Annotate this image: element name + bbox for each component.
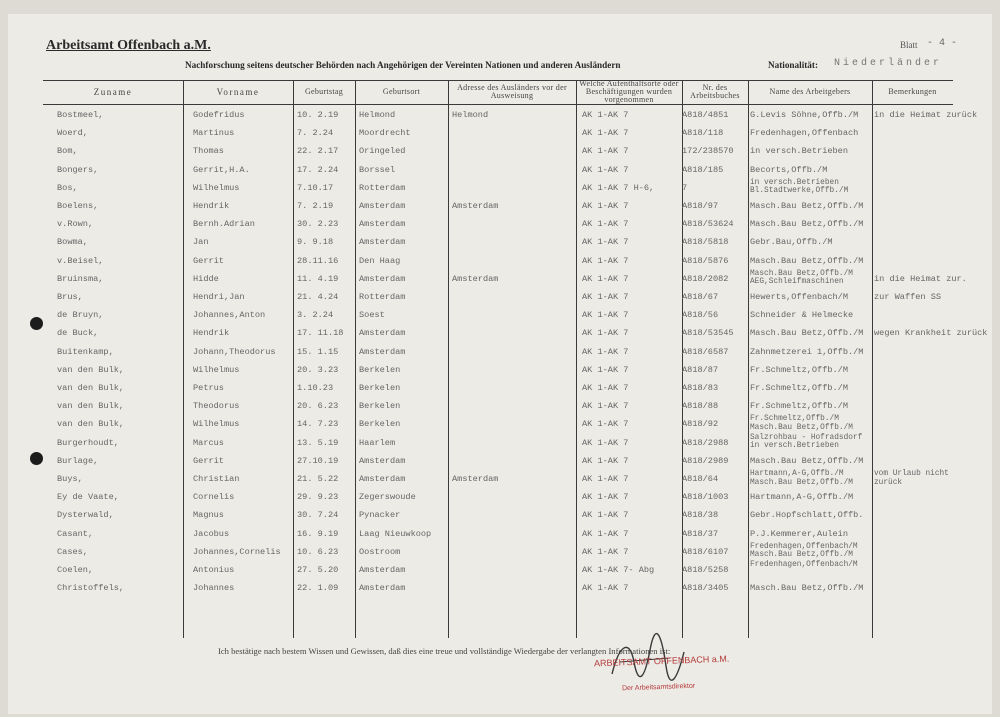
cell-birthplace: Amsterdam bbox=[359, 565, 406, 575]
cell-remarks: in die Heimat zurück bbox=[874, 110, 978, 120]
cell-birthdate: 17. 11.18 bbox=[297, 328, 344, 339]
cell-remarks bbox=[874, 545, 954, 559]
cell-birthplace: Amsterdam bbox=[359, 219, 406, 230]
cell-address bbox=[452, 417, 576, 431]
cell-birthdate: 3. 2.24 bbox=[297, 310, 334, 321]
cell-address bbox=[452, 254, 576, 268]
cell-bookno: A818/6587 bbox=[682, 346, 729, 357]
cell-employer: Zahnmetzerei 1,Offb./M bbox=[750, 346, 864, 357]
cell-address bbox=[452, 381, 576, 395]
cell-birthplace: Berkelen bbox=[359, 419, 401, 430]
cell-bookno: A818/2082 bbox=[682, 273, 729, 284]
cell-employer: Fr.Schmeltz,Offb./M bbox=[750, 383, 848, 393]
cell-firstname: Magnus bbox=[193, 510, 224, 521]
cell-stays: AK 1-AK 7 bbox=[582, 328, 629, 339]
office-stamp-director: Der Arbeitsamtsdirektor bbox=[621, 682, 696, 693]
column-divider bbox=[576, 80, 577, 638]
cell-firstname: Theodorus bbox=[193, 401, 240, 412]
cell-employer: Masch.Bau Betz,Offb./M AEG,Schleifmaschinen bbox=[750, 269, 853, 287]
office-title: Arbeitsamt Offenbach a.M. bbox=[46, 38, 211, 53]
cell-remarks bbox=[874, 454, 954, 468]
cell-stays: AK 1-AK 7 bbox=[582, 583, 629, 594]
cell-stays: AK 1-AK 7 bbox=[582, 455, 629, 466]
cell-stays: AK 1-AK 7 bbox=[582, 546, 629, 557]
cell-address bbox=[452, 126, 576, 140]
cell-birthplace: Amsterdam bbox=[359, 328, 406, 339]
cell-birthdate: 27. 5.20 bbox=[297, 565, 339, 575]
cell-firstname: Antonius bbox=[193, 565, 235, 575]
cell-birthplace: Den Haag bbox=[359, 255, 401, 266]
cell-employer: P.J.Kemmerer,Aulein bbox=[750, 528, 848, 539]
cell-birthplace: Rotterdam bbox=[359, 182, 406, 193]
cell-surname: Bruinsma, bbox=[57, 273, 104, 284]
cell-birthplace: Haarlem bbox=[359, 437, 396, 448]
cell-bookno: A818/6107 bbox=[682, 546, 729, 557]
cell-firstname: Jan bbox=[193, 237, 209, 248]
cell-remarks bbox=[874, 163, 954, 177]
cell-address bbox=[452, 144, 576, 158]
cell-bookno: A818/37 bbox=[682, 528, 719, 539]
cell-surname: de Buck, bbox=[57, 328, 99, 339]
cell-birthdate: 29. 9.23 bbox=[297, 492, 339, 503]
cell-bookno: 7 bbox=[682, 182, 688, 193]
cell-firstname: Hendri,Jan bbox=[193, 292, 245, 302]
cell-remarks bbox=[874, 508, 954, 522]
cell-remarks: zur Waffen SS bbox=[874, 292, 942, 302]
cell-birthdate: 20. 3.23 bbox=[297, 364, 339, 375]
cell-bookno: A818/64 bbox=[682, 474, 719, 484]
nationality-value: Niederländer bbox=[834, 58, 943, 69]
cell-stays: AK 1-AK 7 bbox=[582, 528, 629, 539]
cell-firstname: Petrus bbox=[193, 383, 224, 393]
cell-birthdate: 30. 7.24 bbox=[297, 510, 339, 521]
cell-address bbox=[452, 345, 576, 359]
cell-remarks bbox=[874, 490, 954, 504]
cell-address bbox=[452, 490, 576, 504]
cell-address bbox=[452, 436, 576, 450]
cell-remarks bbox=[874, 563, 954, 577]
column-divider bbox=[748, 80, 749, 638]
cell-firstname: Wilhelmus bbox=[193, 364, 240, 375]
cell-birthplace: Amsterdam bbox=[359, 201, 406, 211]
cell-birthdate: 1.10.23 bbox=[297, 383, 334, 393]
cell-surname: Casant, bbox=[57, 528, 94, 539]
header-divider bbox=[43, 104, 953, 105]
cell-employer: Schneider & Helmecke bbox=[750, 310, 854, 321]
cell-firstname: Cornelis bbox=[193, 492, 235, 503]
cell-remarks: in die Heimat zur. bbox=[874, 273, 967, 284]
cell-address bbox=[452, 581, 576, 595]
cell-employer: Becorts,Offb./M bbox=[750, 164, 828, 175]
cell-address bbox=[452, 235, 576, 249]
cell-address bbox=[452, 563, 576, 577]
cell-birthdate: 7. 2.24 bbox=[297, 128, 334, 139]
cell-bookno: A818/3405 bbox=[682, 583, 729, 594]
cell-stays: AK 1-AK 7 bbox=[582, 292, 629, 302]
column-header: Adresse des Ausländers vor der Ausweisung bbox=[457, 83, 567, 100]
form-subtitle: Nachforschung seitens deutscher Behörden nach Angehörigen der Vereinten Nationen und anderen Ausländern bbox=[185, 60, 621, 70]
cell-firstname: Johann,Theodorus bbox=[193, 346, 276, 357]
cell-birthdate: 30. 2.23 bbox=[297, 219, 339, 230]
cell-surname: Bongers, bbox=[57, 164, 99, 175]
cell-employer: Hartmann,A-G,Offb./M Masch.Bau Betz,Offb./M bbox=[750, 470, 853, 487]
cell-surname: van den Bulk, bbox=[57, 419, 125, 430]
cell-birthdate: 9. 9.18 bbox=[297, 237, 334, 248]
cell-birthplace: Amsterdam bbox=[359, 237, 406, 248]
cell-stays: AK 1-AK 7 bbox=[582, 364, 629, 375]
cell-remarks bbox=[874, 417, 954, 431]
cell-firstname: Hidde bbox=[193, 273, 219, 284]
cell-birthdate: 10. 6.23 bbox=[297, 546, 339, 557]
cell-surname: Ey de Vaate, bbox=[57, 492, 119, 503]
cell-bookno: A818/5258 bbox=[682, 565, 729, 575]
cell-employer: Masch.Bau Betz,Offb./M bbox=[750, 583, 864, 594]
cell-bookno: A818/38 bbox=[682, 510, 719, 521]
cell-employer: Fr.Schmeltz,Offb./M bbox=[750, 401, 848, 412]
cell-surname: Bom, bbox=[57, 146, 78, 157]
cell-bookno: A818/83 bbox=[682, 383, 719, 393]
cell-bookno: A818/56 bbox=[682, 310, 719, 321]
cell-stays: AK 1-AK 7 bbox=[582, 401, 629, 412]
column-divider bbox=[872, 80, 873, 638]
cell-address bbox=[452, 290, 576, 304]
cell-remarks bbox=[874, 308, 954, 322]
cell-address: Amsterdam bbox=[452, 201, 499, 211]
cell-birthdate: 11. 4.19 bbox=[297, 273, 339, 284]
cell-stays: AK 1-AK 7 bbox=[582, 128, 629, 139]
cell-firstname: Gerrit bbox=[193, 255, 224, 266]
cell-birthplace: Moordrecht bbox=[359, 128, 411, 139]
cell-birthplace: Berkelen bbox=[359, 383, 401, 393]
cell-bookno: A818/4851 bbox=[682, 110, 729, 120]
cell-employer: Fr.Schmeltz,Offb./M bbox=[750, 364, 848, 375]
cell-address bbox=[452, 527, 576, 541]
cell-firstname: Bernh.Adrian bbox=[193, 219, 255, 230]
cell-firstname: Johannes,Anton bbox=[193, 310, 266, 321]
cell-birthplace: Amsterdam bbox=[359, 346, 406, 357]
cell-surname: Bos, bbox=[57, 182, 78, 193]
cell-remarks bbox=[874, 254, 954, 268]
cell-remarks bbox=[874, 436, 954, 450]
cell-bookno: 172/238570 bbox=[682, 146, 734, 157]
cell-employer: Fredenhagen,Offenbach bbox=[750, 128, 859, 139]
cell-bookno: A818/2988 bbox=[682, 437, 729, 448]
cell-employer: Salzrohbau - Hofradsdorf in versch.Betrieben bbox=[750, 433, 863, 451]
cell-address bbox=[452, 363, 576, 377]
cell-surname: de Bruyn, bbox=[57, 310, 104, 321]
cell-surname: v.Beisel, bbox=[57, 255, 104, 266]
cell-remarks bbox=[874, 345, 954, 359]
cell-firstname: Godefridus bbox=[193, 110, 245, 120]
cell-stays: AK 1-AK 7 bbox=[582, 273, 629, 284]
cell-firstname: Johannes,Cornelis bbox=[193, 546, 281, 557]
column-header: Nr. des Arbeitsbuches bbox=[690, 83, 740, 100]
cell-birthdate: 22. 2.17 bbox=[297, 146, 339, 157]
cell-surname: Boelens, bbox=[57, 201, 99, 211]
cell-bookno: A818/5876 bbox=[682, 255, 729, 266]
cell-stays: AK 1-AK 7 bbox=[582, 146, 629, 157]
cell-birthplace: Berkelen bbox=[359, 364, 401, 375]
cell-birthplace: Laag Nieuwkoop bbox=[359, 528, 432, 539]
cell-remarks: vom Urlaub nicht zurück bbox=[874, 470, 949, 487]
cell-bookno: A818/92 bbox=[682, 419, 719, 430]
cell-address bbox=[452, 326, 576, 340]
cell-address bbox=[452, 181, 576, 195]
cell-birthplace: Amsterdam bbox=[359, 474, 406, 484]
cell-birthplace: Amsterdam bbox=[359, 455, 406, 466]
cell-firstname: Gerrit bbox=[193, 455, 224, 466]
cell-remarks bbox=[874, 363, 954, 377]
column-header: Vorname bbox=[216, 87, 260, 97]
cell-surname: Burlage, bbox=[57, 455, 99, 466]
cell-stays: AK 1-AK 7 bbox=[582, 492, 629, 503]
cell-stays: AK 1-AK 7 bbox=[582, 255, 629, 266]
cell-birthdate: 21. 4.24 bbox=[297, 292, 339, 302]
cell-birthplace: Amsterdam bbox=[359, 273, 406, 284]
cell-birthplace: Rotterdam bbox=[359, 292, 406, 302]
cell-stays: AK 1-AK 7 bbox=[582, 510, 629, 521]
cell-bookno: A818/87 bbox=[682, 364, 719, 375]
cell-stays: AK 1-AK 7 bbox=[582, 419, 629, 430]
cell-bookno: A818/118 bbox=[682, 128, 724, 139]
cell-birthdate: 13. 5.19 bbox=[297, 437, 339, 448]
cell-birthplace: Pynacker bbox=[359, 510, 401, 521]
cell-firstname: Hendrik bbox=[193, 201, 230, 211]
cell-firstname: Jacobus bbox=[193, 528, 230, 539]
cell-surname: van den Bulk, bbox=[57, 364, 125, 375]
cell-bookno: A818/2989 bbox=[682, 455, 729, 466]
cell-birthdate: 14. 7.23 bbox=[297, 419, 339, 430]
cell-birthplace: Oostroom bbox=[359, 546, 401, 557]
cell-stays: AK 1-AK 7 H-6, bbox=[582, 182, 655, 193]
cell-remarks bbox=[874, 199, 954, 213]
cell-surname: Brus, bbox=[57, 292, 83, 302]
cell-firstname: Thomas bbox=[193, 146, 224, 157]
column-header: Zuname bbox=[93, 87, 133, 97]
cell-remarks: wegen Krankheit zurück bbox=[874, 328, 988, 339]
cell-address bbox=[452, 454, 576, 468]
cell-address bbox=[452, 217, 576, 231]
cell-birthdate: 7.10.17 bbox=[297, 182, 334, 193]
cell-remarks bbox=[874, 527, 954, 541]
cell-remarks bbox=[874, 217, 954, 231]
cell-birthdate: 7. 2.19 bbox=[297, 201, 334, 211]
cell-birthplace: Amsterdam bbox=[359, 583, 406, 594]
cell-employer: Fredenhagen,Offenbach/M bbox=[750, 561, 858, 569]
cell-address bbox=[452, 508, 576, 522]
cell-birthdate: 21. 5.22 bbox=[297, 474, 339, 484]
sheet-number: - 4 - bbox=[927, 38, 958, 49]
cell-birthplace: Zegerswoude bbox=[359, 492, 416, 503]
cell-stays: AK 1-AK 7 bbox=[582, 474, 629, 484]
cell-stays: AK 1-AK 7- Abg bbox=[582, 565, 655, 575]
cell-surname: Bowma, bbox=[57, 237, 88, 248]
cell-employer: Hartmann,A-G,Offb./M bbox=[750, 492, 854, 503]
cell-address bbox=[452, 163, 576, 177]
cell-firstname: Hendrik bbox=[193, 328, 230, 339]
punch-hole bbox=[30, 452, 43, 465]
cell-stays: AK 1-AK 7 bbox=[582, 310, 629, 321]
cell-birthplace: Soest bbox=[359, 310, 385, 321]
cell-employer: in versch.Betrieben Bl.Stadtwerke,Offb./M bbox=[750, 178, 849, 196]
cell-birthdate: 10. 2.19 bbox=[297, 110, 339, 120]
cell-firstname: Martinus bbox=[193, 128, 235, 139]
cell-employer: Gebr.Hopfschlatt,Offb. bbox=[750, 510, 864, 521]
punch-hole bbox=[30, 317, 43, 330]
cell-stays: AK 1-AK 7 bbox=[582, 346, 629, 357]
cell-firstname: Christian bbox=[193, 474, 240, 484]
cell-birthdate: 27.10.19 bbox=[297, 455, 339, 466]
certification-text: Ich bestätige nach bestem Wissen und Gewissen, daß dies eine treue und vollständige Wiedergabe der verlangten Informationen ist: bbox=[218, 646, 671, 656]
column-header: Geburtsort bbox=[382, 87, 421, 96]
cell-employer: Gebr.Bau,Offb./M bbox=[750, 237, 833, 248]
cell-birthdate: 17. 2.24 bbox=[297, 164, 339, 175]
sheet-label: Blatt bbox=[900, 40, 918, 50]
cell-stays: AK 1-AK 7 bbox=[582, 237, 629, 248]
cell-surname: Coelen, bbox=[57, 565, 94, 575]
cell-address bbox=[452, 545, 576, 559]
column-header: Bemerkungen bbox=[888, 87, 937, 96]
cell-remarks bbox=[874, 399, 954, 413]
cell-employer: Masch.Bau Betz,Offb./M bbox=[750, 255, 864, 266]
cell-stays: AK 1-AK 7 bbox=[582, 383, 629, 393]
cell-birthplace: Oringeled bbox=[359, 146, 406, 157]
cell-stays: AK 1-AK 7 bbox=[582, 164, 629, 175]
cell-employer: Fr.Schmeltz,Offb./M Masch.Bau Betz,Offb./M bbox=[750, 415, 853, 432]
cell-stays: AK 1-AK 7 bbox=[582, 437, 629, 448]
cell-surname: Bostmeel, bbox=[57, 110, 104, 120]
cell-surname: Buys, bbox=[57, 474, 83, 484]
cell-birthplace: Borssel bbox=[359, 164, 396, 175]
cell-stays: AK 1-AK 7 bbox=[582, 201, 629, 211]
cell-bookno: A818/88 bbox=[682, 401, 719, 412]
cell-bookno: A818/67 bbox=[682, 292, 719, 302]
cell-bookno: A818/5818 bbox=[682, 237, 729, 248]
cell-remarks bbox=[874, 181, 954, 195]
cell-bookno: A818/53545 bbox=[682, 328, 734, 339]
cell-surname: Burgerhoudt, bbox=[57, 437, 119, 448]
cell-firstname: Marcus bbox=[193, 437, 224, 448]
cell-stays: AK 1-AK 7 bbox=[582, 219, 629, 230]
cell-birthdate: 28.11.16 bbox=[297, 255, 339, 266]
cell-firstname: Wilhelmus bbox=[193, 182, 240, 193]
cell-employer: Masch.Bau Betz,Offb./M bbox=[750, 201, 864, 211]
cell-address: Amsterdam bbox=[452, 273, 499, 284]
cell-address bbox=[452, 308, 576, 322]
cell-birthdate: 22. 1.09 bbox=[297, 583, 339, 594]
cell-remarks bbox=[874, 381, 954, 395]
column-header: Geburtstag bbox=[304, 87, 344, 96]
office-stamp: ARBEITSAMT OFFENBACH a.M. bbox=[593, 653, 730, 669]
cell-employer: G.Levis Söhne,Offb./M bbox=[750, 110, 859, 120]
cell-remarks bbox=[874, 581, 954, 595]
cell-birthplace: Helmond bbox=[359, 110, 396, 120]
cell-bookno: A818/185 bbox=[682, 164, 724, 175]
cell-address: Amsterdam bbox=[452, 474, 499, 484]
cell-stays: AK 1-AK 7 bbox=[582, 110, 629, 120]
cell-address bbox=[452, 399, 576, 413]
cell-employer: in versch.Betrieben bbox=[750, 146, 848, 157]
cell-employer: Masch.Bau Betz,Offb./M bbox=[750, 219, 864, 230]
column-header: Welche Aufenthaltsorte oder Beschäftigungen wurden vorgenommen bbox=[579, 79, 679, 104]
cell-address: Helmond bbox=[452, 110, 489, 120]
cell-surname: Cases, bbox=[57, 546, 88, 557]
cell-birthdate: 16. 9.19 bbox=[297, 528, 339, 539]
cell-bookno: A818/53624 bbox=[682, 219, 734, 230]
cell-surname: Dysterwald, bbox=[57, 510, 114, 521]
cell-remarks bbox=[874, 144, 954, 158]
cell-employer: Masch.Bau Betz,Offb./M bbox=[750, 328, 864, 339]
cell-employer: Fredenhagen,Offenbach/M Masch.Bau Betz,Offb./M bbox=[750, 542, 858, 560]
cell-remarks bbox=[874, 126, 954, 140]
cell-surname: Buitenkamp, bbox=[57, 346, 114, 357]
cell-birthdate: 20. 6.23 bbox=[297, 401, 339, 412]
cell-firstname: Wilhelmus bbox=[193, 419, 240, 430]
cell-birthplace: Berkelen bbox=[359, 401, 401, 412]
cell-firstname: Johannes bbox=[193, 583, 235, 594]
cell-employer: Masch.Bau Betz,Offb./M bbox=[750, 455, 864, 466]
cell-surname: van den Bulk, bbox=[57, 401, 125, 412]
cell-firstname: Gerrit,H.A. bbox=[193, 164, 250, 175]
cell-bookno: A818/1003 bbox=[682, 492, 729, 503]
cell-surname: v.Rown, bbox=[57, 219, 94, 230]
cell-surname: Woerd, bbox=[57, 128, 88, 139]
column-header: Name des Arbeitgebers bbox=[769, 87, 851, 96]
cell-employer: Hewerts,Offenbach/M bbox=[750, 292, 848, 302]
cell-bookno: A818/97 bbox=[682, 201, 719, 211]
cell-surname: Christoffels, bbox=[57, 583, 125, 594]
cell-remarks bbox=[874, 235, 954, 249]
cell-birthdate: 15. 1.15 bbox=[297, 346, 339, 357]
cell-surname: van den Bulk, bbox=[57, 383, 125, 393]
nationality-label: Nationalität: bbox=[768, 60, 819, 70]
